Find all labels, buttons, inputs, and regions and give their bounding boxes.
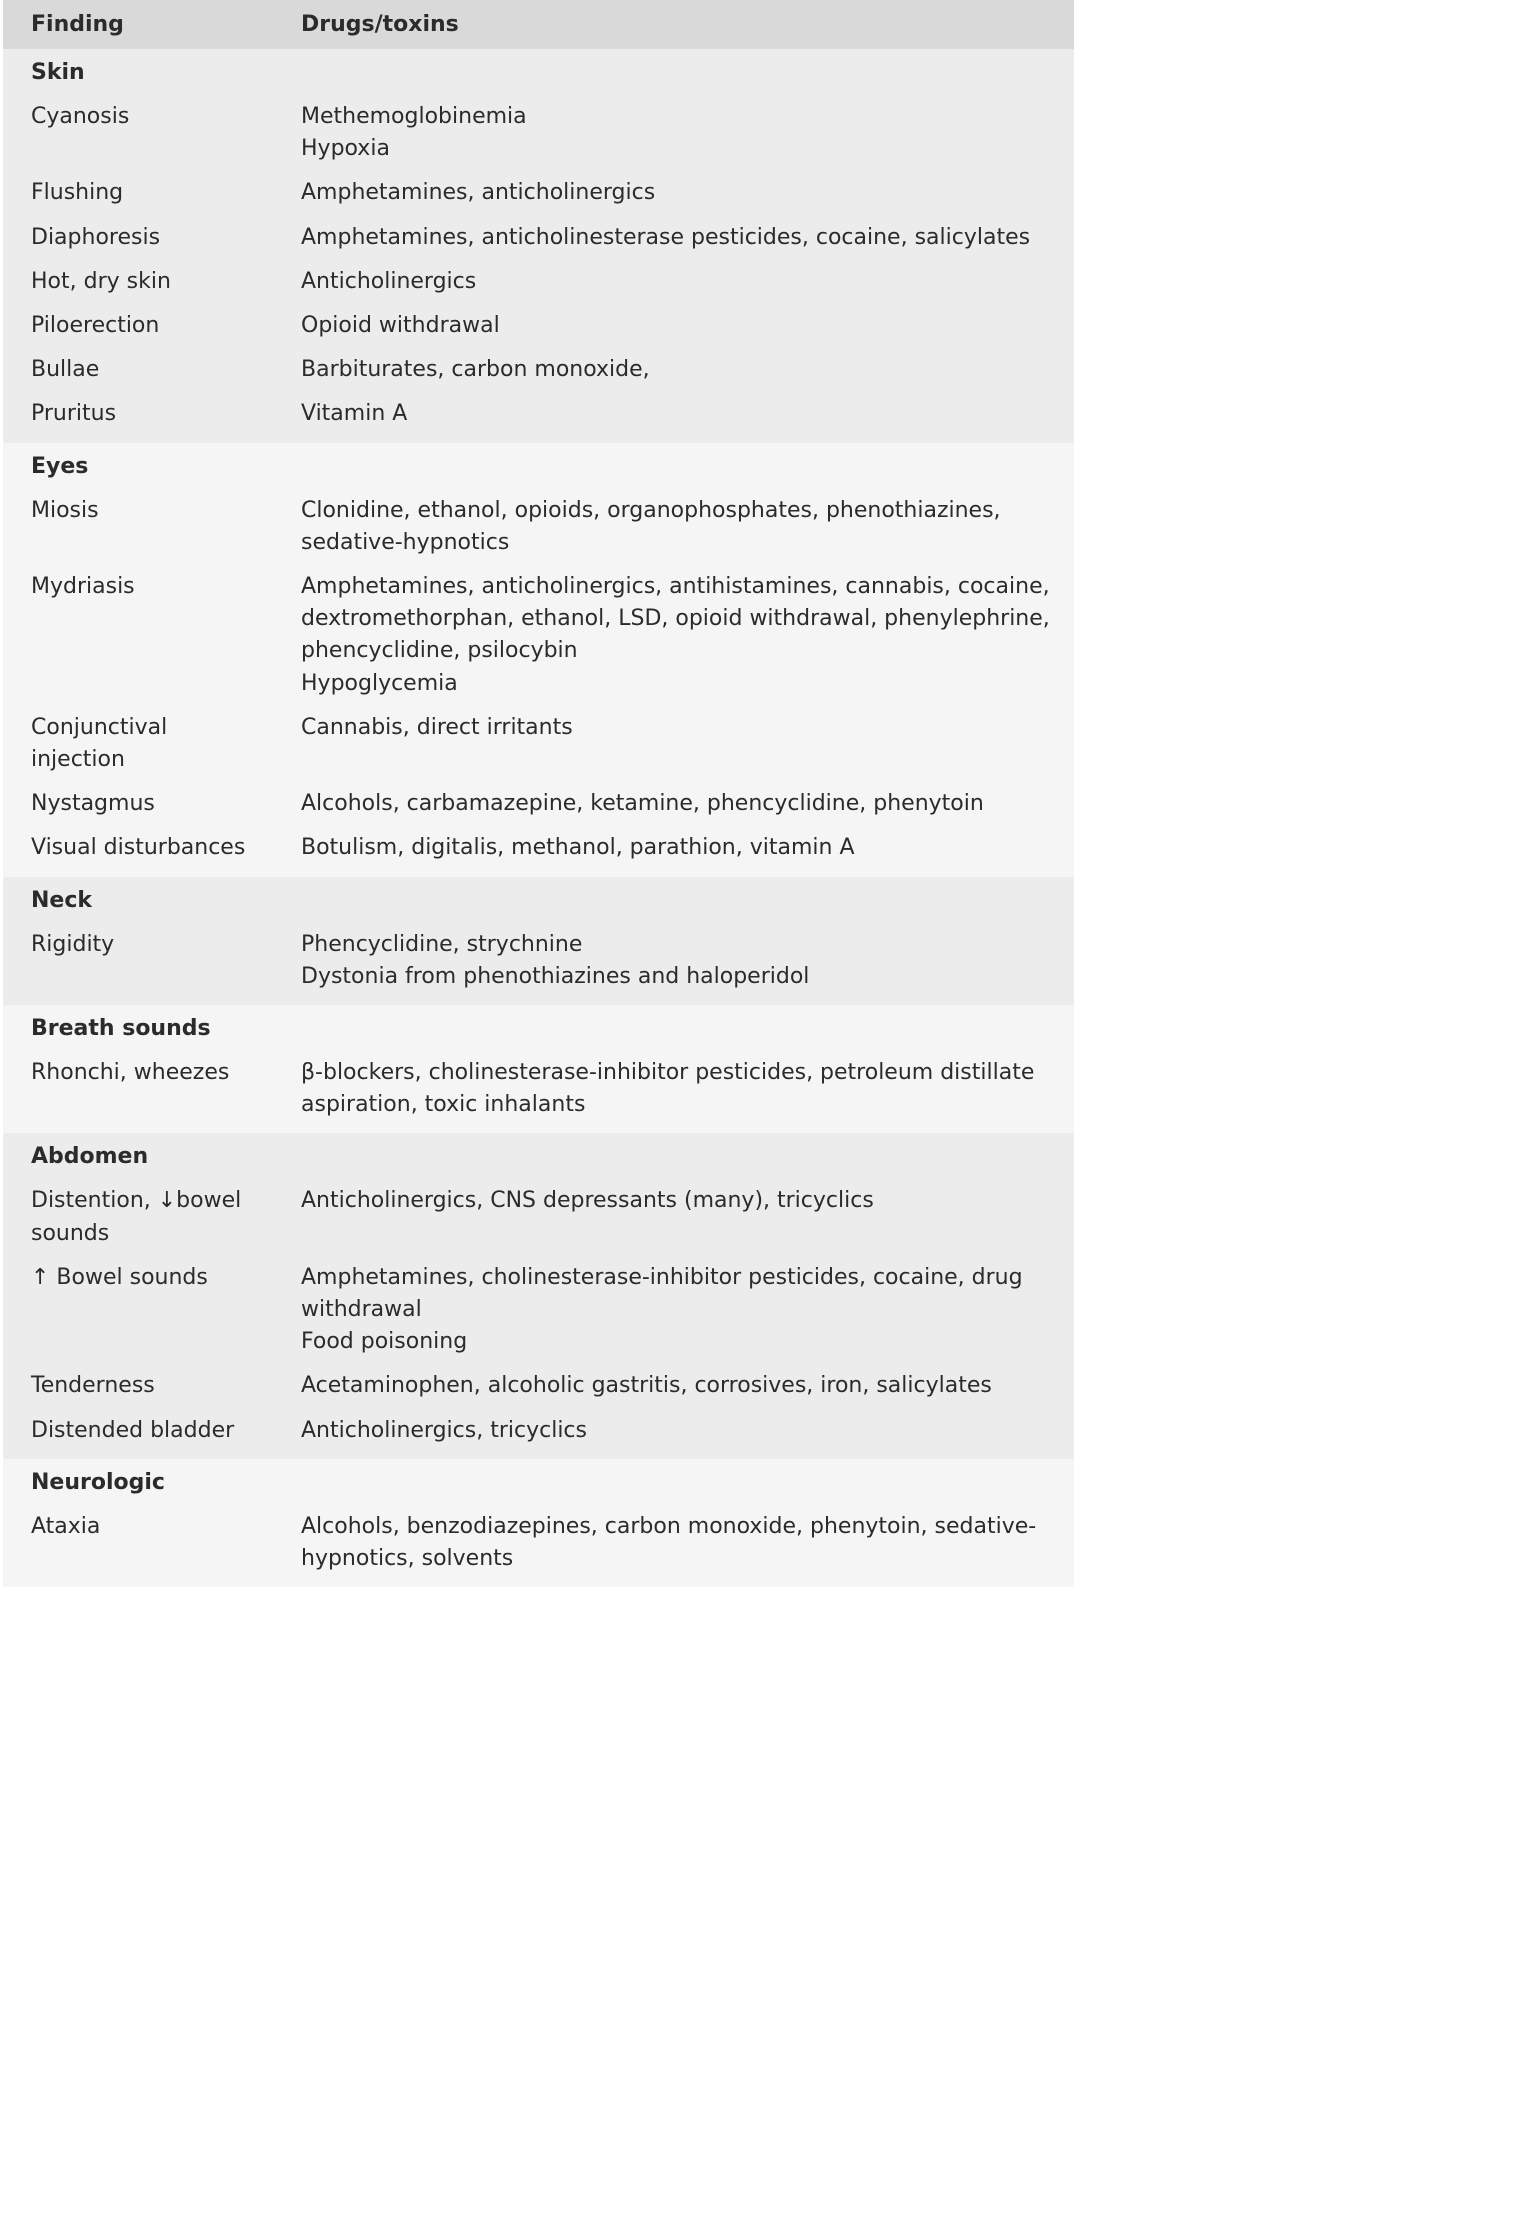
drugs-text: Hypoglycemia xyxy=(301,670,458,696)
table-row xyxy=(3,101,1074,165)
drugs-text: phencyclidine, psilocybin xyxy=(301,638,578,664)
drugs-cell xyxy=(301,310,1074,342)
table-row xyxy=(3,712,1074,776)
drugs-cell xyxy=(301,101,1074,165)
table-row xyxy=(3,310,1074,342)
finding-text: sounds xyxy=(31,1220,110,1246)
drugs-text: Anticholinergics, CNS depressants (many), tricyclics xyxy=(301,1188,874,1214)
drugs-text: Alcohols, benzodiazepines, carbon monoxide, phenytoin, sedative- xyxy=(301,1513,1037,1539)
drugs-text: Barbiturates, carbon monoxide, xyxy=(301,357,650,383)
table-row xyxy=(3,222,1074,254)
section-title: Skin xyxy=(31,60,85,85)
drugs-text: Cannabis, direct irritants xyxy=(301,714,573,740)
drugs-text: Amphetamines, cholinesterase-inhibitor pesticides, cocaine, drug xyxy=(301,1264,1023,1290)
finding-text: Piloerection xyxy=(31,313,160,339)
table-row xyxy=(3,266,1074,298)
section-neck xyxy=(3,877,1074,1005)
drugs-cell xyxy=(301,1185,1074,1249)
drugs-text: Methemoglobinemia xyxy=(301,104,527,129)
section-breath-sounds xyxy=(3,1005,1074,1133)
drugs-cell xyxy=(301,929,1074,993)
finding-text: Rigidity xyxy=(31,931,115,957)
drugs-cell xyxy=(301,398,1074,430)
finding-cell xyxy=(3,1415,301,1447)
section-skin xyxy=(3,49,1074,443)
drugs-text: Amphetamines, anticholinesterase pesticides, cocaine, salicylates xyxy=(301,224,1031,250)
finding-text: Nystagmus xyxy=(31,791,155,817)
drugs-text: Opioid withdrawal xyxy=(301,313,500,339)
finding-text: Rhonchi, wheezes xyxy=(31,1060,230,1086)
finding-cell xyxy=(3,1057,301,1121)
drugs-cell xyxy=(301,1057,1074,1121)
drugs-text: Clonidine, ethanol, opioids, organophosphates, phenothiazines, xyxy=(301,497,1001,523)
finding-cell xyxy=(3,1370,301,1402)
table-row xyxy=(3,177,1074,209)
section-title: Abdomen xyxy=(31,1144,149,1170)
drugs-cell xyxy=(301,177,1074,209)
finding-cell xyxy=(3,571,301,700)
drugs-text: Food poisoning xyxy=(301,1329,468,1355)
table-row xyxy=(3,1415,1074,1447)
finding-cell xyxy=(3,266,301,298)
table-row xyxy=(3,354,1074,386)
finding-cell xyxy=(3,310,301,342)
table-row xyxy=(3,929,1074,993)
drugs-text: withdrawal xyxy=(301,1297,422,1323)
finding-cell xyxy=(3,832,301,864)
drugs-cell xyxy=(301,1415,1074,1447)
drugs-cell xyxy=(301,571,1074,700)
finding-column-header: Finding xyxy=(31,12,124,37)
finding-text: Visual disturbances xyxy=(31,835,246,861)
finding-text: Cyanosis xyxy=(31,104,130,129)
finding-text: Flushing xyxy=(31,180,124,206)
drugs-text: Amphetamines, anticholinergics, antihistamines, cannabis, cocaine, xyxy=(301,574,1050,600)
drugs-cell xyxy=(301,495,1074,559)
table-row xyxy=(3,788,1074,820)
finding-cell xyxy=(3,354,301,386)
drugs-text: aspiration, toxic inhalants xyxy=(301,1092,586,1118)
section-title: Eyes xyxy=(31,453,89,479)
table-row xyxy=(3,1370,1074,1402)
finding-cell xyxy=(3,929,301,993)
drugs-text: Vitamin A xyxy=(301,401,408,427)
finding-text: Distention, ↓bowel xyxy=(31,1188,242,1214)
drugs-text: Alcohols, carbamazepine, ketamine, phencyclidine, phenytoin xyxy=(301,791,984,817)
section-title: Neck xyxy=(31,887,93,913)
drugs-cell xyxy=(301,712,1074,776)
drugs-text: Botulism, digitalis, methanol, parathion, vitamin A xyxy=(301,835,855,861)
drugs-text: Amphetamines, anticholinergics xyxy=(301,180,656,206)
drugs-text: Dystonia from phenothiazines and haloperidol xyxy=(301,963,810,989)
drugs-cell xyxy=(301,266,1074,298)
finding-cell xyxy=(3,712,301,776)
finding-cell xyxy=(3,1262,301,1359)
table-row xyxy=(3,1185,1074,1249)
section-eyes xyxy=(3,443,1074,877)
finding-cell xyxy=(3,788,301,820)
finding-cell xyxy=(3,1511,301,1575)
finding-text: Tenderness xyxy=(31,1373,155,1399)
drugs-text: Anticholinergics xyxy=(301,268,477,294)
drugs-text: Phencyclidine, strychnine xyxy=(301,931,583,957)
finding-text: Distended bladder xyxy=(31,1417,235,1443)
drugs-text: dextromethorphan, ethanol, LSD, opioid withdrawal, phenylephrine, xyxy=(301,606,1050,632)
finding-text: Diaphoresis xyxy=(31,224,161,250)
finding-cell xyxy=(3,177,301,209)
drugs-text: Acetaminophen, alcoholic gastritis, corrosives, iron, salicylates xyxy=(301,1373,992,1399)
drugs-cell xyxy=(301,1262,1074,1359)
finding-cell xyxy=(3,1185,301,1249)
table-body xyxy=(3,49,1074,1587)
drugs-cell xyxy=(301,788,1074,820)
finding-text: Bullae xyxy=(31,357,100,383)
drugs-cell xyxy=(301,354,1074,386)
table-row xyxy=(3,1057,1074,1121)
finding-text: Conjunctival xyxy=(31,714,168,740)
table-row xyxy=(3,832,1074,864)
section-abdomen xyxy=(3,1133,1074,1458)
finding-text: injection xyxy=(31,747,125,773)
drugs-cell xyxy=(301,222,1074,254)
finding-text: Pruritus xyxy=(31,401,117,427)
finding-cell xyxy=(3,495,301,559)
drugs-text: Hypoxia xyxy=(301,136,390,162)
table-row xyxy=(3,1511,1074,1575)
finding-text: Mydriasis xyxy=(31,574,135,600)
table-row xyxy=(3,495,1074,559)
drugs-cell xyxy=(301,1370,1074,1402)
section-title: Breath sounds xyxy=(31,1016,211,1042)
finding-cell xyxy=(3,398,301,430)
table-row xyxy=(3,1262,1074,1359)
drugs-text: hypnotics, solvents xyxy=(301,1546,514,1572)
findings-table xyxy=(3,0,1074,1587)
drugs-text: Anticholinergics, tricyclics xyxy=(301,1417,587,1443)
finding-text: Ataxia xyxy=(31,1513,101,1539)
drugs-text: sedative-hypnotics xyxy=(301,529,510,555)
table-row xyxy=(3,398,1074,430)
drugs-text: β-blockers, cholinesterase-inhibitor pesticides, petroleum distillate xyxy=(301,1060,1035,1086)
finding-cell xyxy=(3,101,301,165)
table-header xyxy=(3,0,1074,49)
drugs-column-header: Drugs/toxins xyxy=(301,12,459,37)
drugs-cell xyxy=(301,832,1074,864)
section-title: Neurologic xyxy=(31,1469,165,1495)
table-row xyxy=(3,571,1074,700)
finding-text: Miosis xyxy=(31,497,99,523)
finding-text: ↑ Bowel sounds xyxy=(31,1264,208,1290)
finding-cell xyxy=(3,222,301,254)
drugs-cell xyxy=(301,1511,1074,1575)
finding-text: Hot, dry skin xyxy=(31,268,171,294)
section-neurologic xyxy=(3,1459,1074,1587)
